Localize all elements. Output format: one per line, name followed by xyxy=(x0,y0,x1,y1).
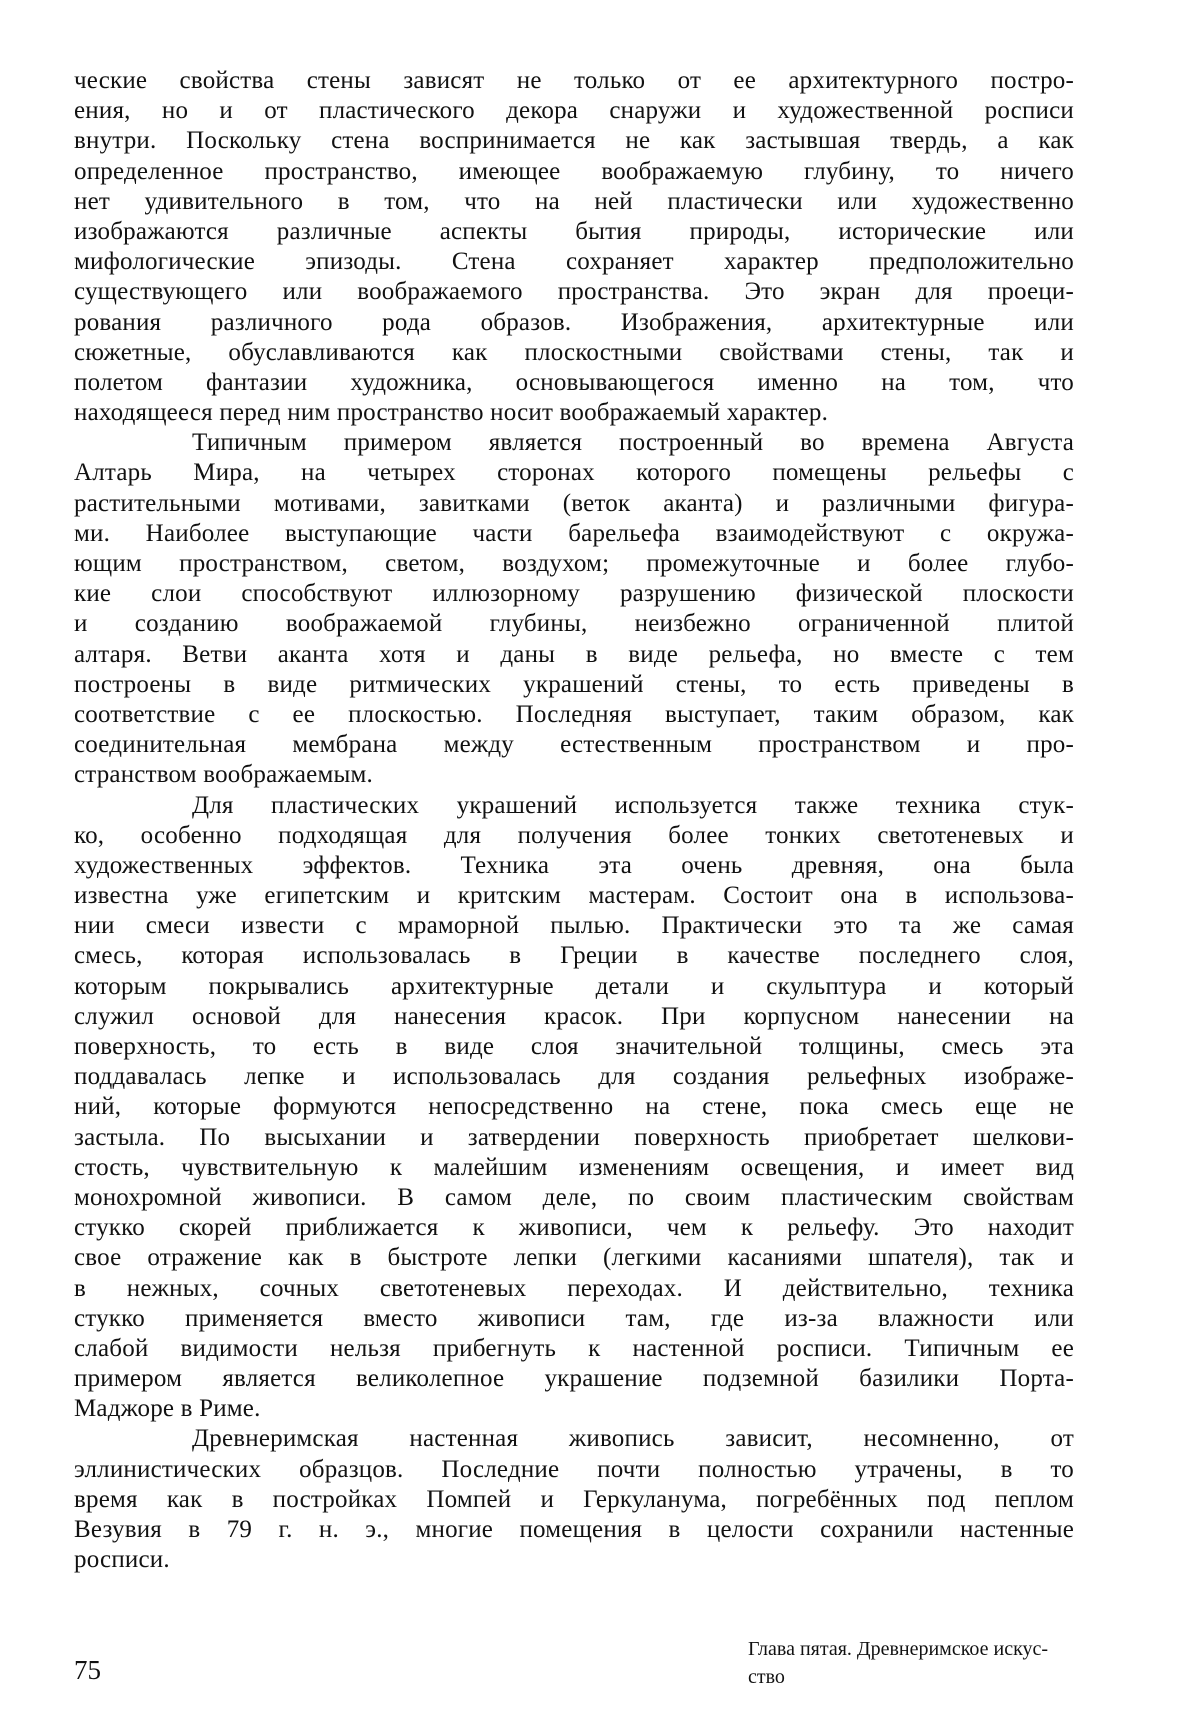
text-line: ний, которые формуются непосредственно на стене, пока смесь еще не xyxy=(74,1093,1074,1121)
text-line: Везувия в 79 г. н. э., многие помещения в целости сохранили настенные xyxy=(74,1516,1074,1543)
paragraph xyxy=(74,1424,1074,1575)
text-line: сюжетные, обуславливаются как плоскостными свойствами стены, так и xyxy=(74,338,1074,366)
text-line: странством воображаемым. xyxy=(74,761,373,789)
text-line: ко, особенно подходящая для получения более тонких светотеневых и xyxy=(74,821,1074,849)
text-line: монохромной живописи. В самом деле, по своим пластическим свойствам xyxy=(74,1183,1074,1211)
text-line: художественных эффектов. Техника эта очень древняя, она была xyxy=(74,851,1074,879)
text-line: мифологические эпизоды. Стена сохраняет характер предположительно xyxy=(74,248,1074,276)
text-line: ющим пространством, светом, воздухом; промежуточные и более глубо- xyxy=(74,550,1074,577)
text-line: стукко скорей приближается к живописи, чем к рельефу. Это находит xyxy=(74,1214,1074,1242)
text-line: стость, чувствительную к малейшим изменениям освещения, и имеет вид xyxy=(74,1153,1074,1181)
text-line: время как в постройках Помпей и Геркуланума, погребённых под пеплом xyxy=(74,1485,1074,1513)
text-line: росписи. xyxy=(74,1546,170,1574)
text-line: нии смеси извести с мраморной пылью. Практически это та же самая xyxy=(74,912,1074,940)
running-head-line: Глава пятая. Древнеримское искус- xyxy=(748,1638,1049,1660)
text-line: кие слои способствуют иллюзорному разрушению физической плоскости xyxy=(74,580,1074,608)
text-line: ения, но и от пластического декора снаружи и художественной росписи xyxy=(74,97,1074,125)
text-line: примером является великолепное украшение подземной базилики Порта- xyxy=(74,1365,1074,1393)
text-line: определенное пространство, имеющее воображаемую глубину, то ничего xyxy=(74,157,1074,185)
text-line: полетом фантазии художника, основывающегося именно на том, что xyxy=(74,368,1074,396)
paragraph xyxy=(74,66,1074,428)
text-line: растительными мотивами, завитками (веток аканта) и различными фигура- xyxy=(74,489,1074,517)
text-line: соединительная мембрана между естественным пространством и про- xyxy=(74,731,1074,759)
text-line: алтаря. Ветви аканта хотя и даны в виде рельефа, но вместе с тем xyxy=(74,640,1074,668)
text-line: рования различного рода образов. Изображения, архитектурные или xyxy=(74,308,1074,336)
text-line: слабой видимости нельзя прибегнуть к настенной росписи. Типичным ее xyxy=(74,1334,1074,1362)
text-line: застыла. По высыхании и затвердении поверхность приобретает шелкови- xyxy=(74,1123,1074,1151)
text-line: построены в виде ритмических украшений стены, то есть приведены в xyxy=(74,670,1074,698)
text-line: которым покрывались архитектурные детали и скульптура и который xyxy=(74,972,1074,1000)
text-line: и созданию воображаемой глубины, неизбежно ограниченной плитой xyxy=(74,610,1074,638)
running-head-line: ство xyxy=(748,1666,785,1688)
text-line: в нежных, сочных светотеневых переходах. И действительно, техника xyxy=(74,1274,1074,1302)
text-line: стукко применяется вместо живописи там, где из-за влажности или xyxy=(74,1304,1074,1332)
text-line: Для пластических украшений используется также техника стук- xyxy=(192,791,1074,819)
text-line: внутри. Поскольку стена воспринимается не как застывшая твердь, а как xyxy=(74,127,1074,155)
text-line: Типичным примером является построенный во времена Августа xyxy=(192,429,1074,457)
paragraph xyxy=(74,791,1074,1425)
text-line: изображаются различные аспекты бытия природы, исторические или xyxy=(74,217,1074,245)
text-line: свое отражение как в быстроте лепки (легкими касаниями шпателя), так и xyxy=(74,1244,1074,1272)
text-line: ческие свойства стены зависят не только от ее архитектурного постро- xyxy=(74,67,1074,94)
text-line: смесь, которая использовалась в Греции в качестве последнего слоя, xyxy=(74,942,1074,970)
text-line: находящееся перед ним пространство носит воображаемый характер. xyxy=(74,399,829,427)
main-text-block xyxy=(74,66,1074,1575)
text-line: Маджоре в Риме. xyxy=(74,1395,261,1423)
text-line: служил основой для нанесения красок. При корпусном нанесении на xyxy=(74,1002,1074,1030)
text-line: Древнеримская настенная живопись зависит, несомненно, от xyxy=(192,1425,1074,1453)
page-number: 75 xyxy=(74,1655,101,1685)
text-line: поверхность, то есть в виде слоя значительной толщины, смесь эта xyxy=(74,1033,1074,1060)
text-line: ми. Наиболее выступающие части барельефа взаимодействуют с окружа- xyxy=(74,519,1074,547)
paragraph xyxy=(74,428,1074,790)
text-line: соответствие с ее плоскостью. Последняя выступает, таким образом, как xyxy=(74,700,1074,728)
text-line: Алтарь Мира, на четырех сторонах которого помещены рельефы с xyxy=(74,459,1074,487)
text-line: существующего или воображаемого пространства. Это экран для проеци- xyxy=(74,278,1074,306)
text-line: известна уже египетским и критским мастерам. Состоит она в использова- xyxy=(74,882,1074,910)
text-line: поддавалась лепке и использовалась для создания рельефных изображе- xyxy=(74,1063,1074,1091)
text-line: эллинистических образцов. Последние почти полностью утрачены, в то xyxy=(74,1455,1074,1483)
running-head xyxy=(748,1635,1128,1691)
text-line: нет удивительного в том, что на ней пластически или художественно xyxy=(74,187,1074,215)
